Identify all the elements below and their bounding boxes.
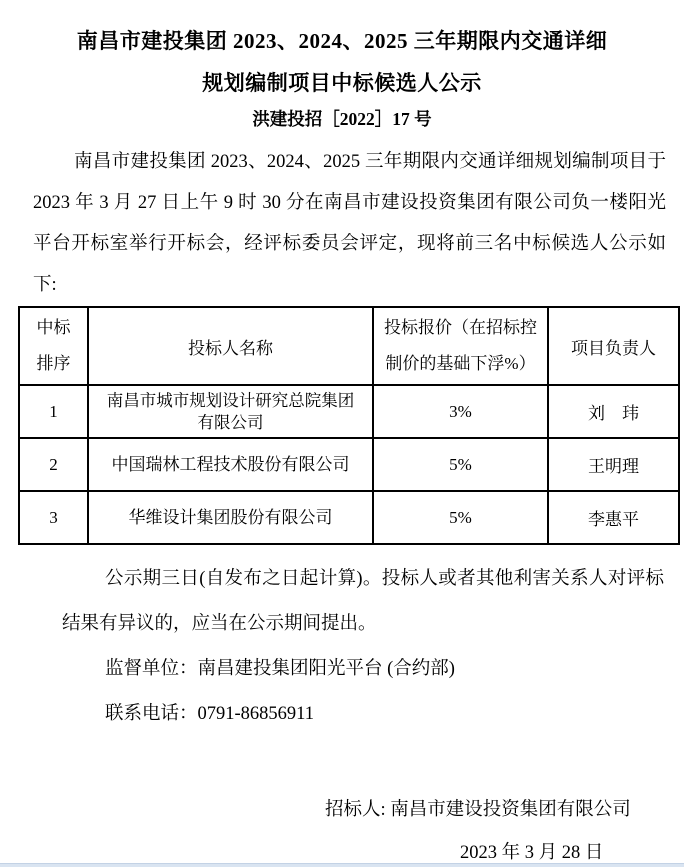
table-row: [19, 438, 679, 491]
phone-line: 联系电话：0791-86856911: [105, 704, 314, 724]
header-cell-rank: [19, 307, 88, 385]
page-bottom-strip: [0, 863, 684, 867]
cell-rank: 3: [19, 491, 88, 544]
page-title: [0, 0, 684, 104]
tenderer-line: 招标人: 南昌市建设投资集团有限公司: [325, 800, 631, 820]
header-cell-manager: [548, 307, 679, 385]
header-manager-label: 项目负责人: [571, 338, 656, 358]
cell-price: 5%: [373, 491, 548, 544]
header-bidder-label: 投标人名称: [188, 338, 273, 358]
cell-price: 5%: [373, 438, 548, 491]
cell-bidder: 中国瑞林工程技术股份有限公司: [88, 438, 373, 491]
cell-manager: 王明理: [548, 438, 679, 491]
cell-bidder: [88, 385, 373, 438]
table-row: [19, 385, 679, 438]
table-row: [19, 491, 679, 544]
table-header-row: [19, 307, 679, 385]
supervisor-line: 监督单位：南昌建投集团阳光平台 (合约部): [105, 659, 455, 679]
document-number: 洪建投招［2022］17 号: [252, 109, 432, 129]
cell-rank: 1: [19, 385, 88, 438]
intro-paragraph: 南昌市建投集团 2023、2024、2025 三年期限内交通详细规划编制项目于 2023 年 3 月 27 日上午 9 时 30 分在南昌市建设投资集团有限公司负一楼阳光平台开标室举行开标会，经评标委员会评定，现将前三名中标候选人公示如下:: [33, 152, 666, 295]
bidder-name: 南昌市城市规划设计研究总院集团有限公司: [106, 390, 355, 432]
date-line: 2023 年 3 月 28 日: [460, 843, 604, 863]
notice-paragraph: 公示期三日(自发布之日起计算)。投标人或者其他利害关系人对评标结果有异议的，应当在公示期间提出。: [62, 569, 664, 634]
cell-price: 3%: [373, 385, 548, 438]
notice-section: [62, 557, 664, 737]
header-cell-bidder: [88, 307, 373, 385]
header-cell-price: [373, 307, 548, 385]
header-rank-label: 中标排序: [36, 318, 71, 373]
page-title-line2: 规划编制项目中标候选人公示: [202, 71, 482, 95]
cell-manager: 李惠平: [548, 491, 679, 544]
page-title-line1: 南昌市建投集团 2023、2024、2025 三年期限内交通详细: [76, 29, 608, 53]
cell-manager: 刘 玮: [548, 385, 679, 438]
header-price-label: 投标报价（在招标控制价的基础下浮%）: [384, 318, 537, 373]
bid-candidates-table: [18, 306, 680, 545]
cell-rank: 2: [19, 438, 88, 491]
cell-bidder: 华维设计集团股份有限公司: [88, 491, 373, 544]
